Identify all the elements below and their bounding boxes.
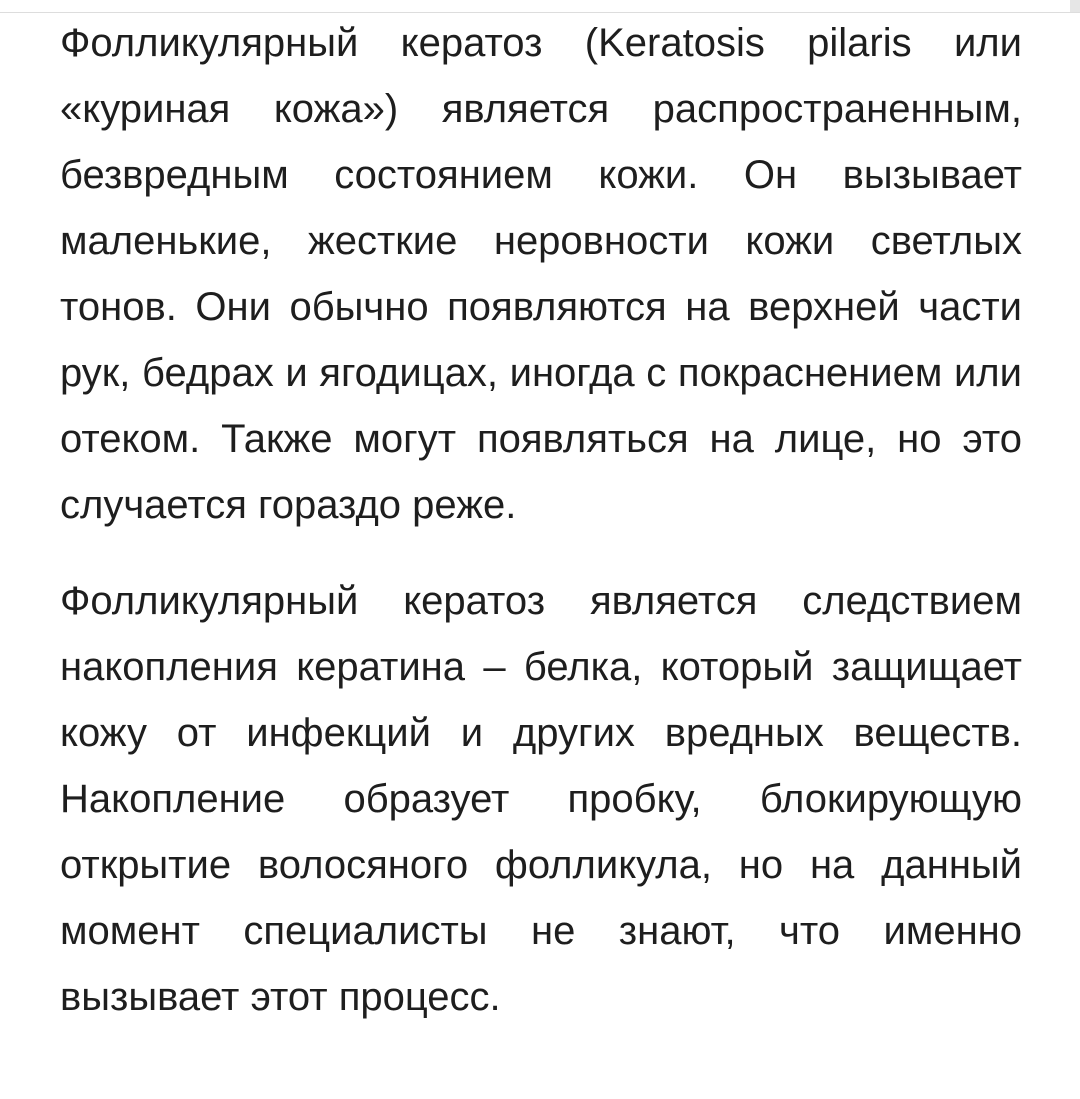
paragraph-2: Фолликулярный кератоз является следствием накопления кератина – белка, который защищает кожу от инфекций и других вредных веществ. Накопление образует пробку, блокирующую открытие волосяного фолликула, но на данный момент специалисты не знают, что именно вызывает этот процесс. [60,579,1022,1019]
article-body [60,10,1022,1030]
scrollbar-edge [1070,0,1080,12]
paragraph-1: Фолликулярный кератоз (Keratosis pilaris или «куриная кожа») является распространенным, безвредным состоянием кожи. Он вызывает маленькие, жесткие неровности кожи светлых тонов. Они обычно появляются на верхней части рук, бедрах и ягодицах, иногда с покраснением или отеком. Также могут появляться на лице, но это случается гораздо реже. [60,21,1022,527]
